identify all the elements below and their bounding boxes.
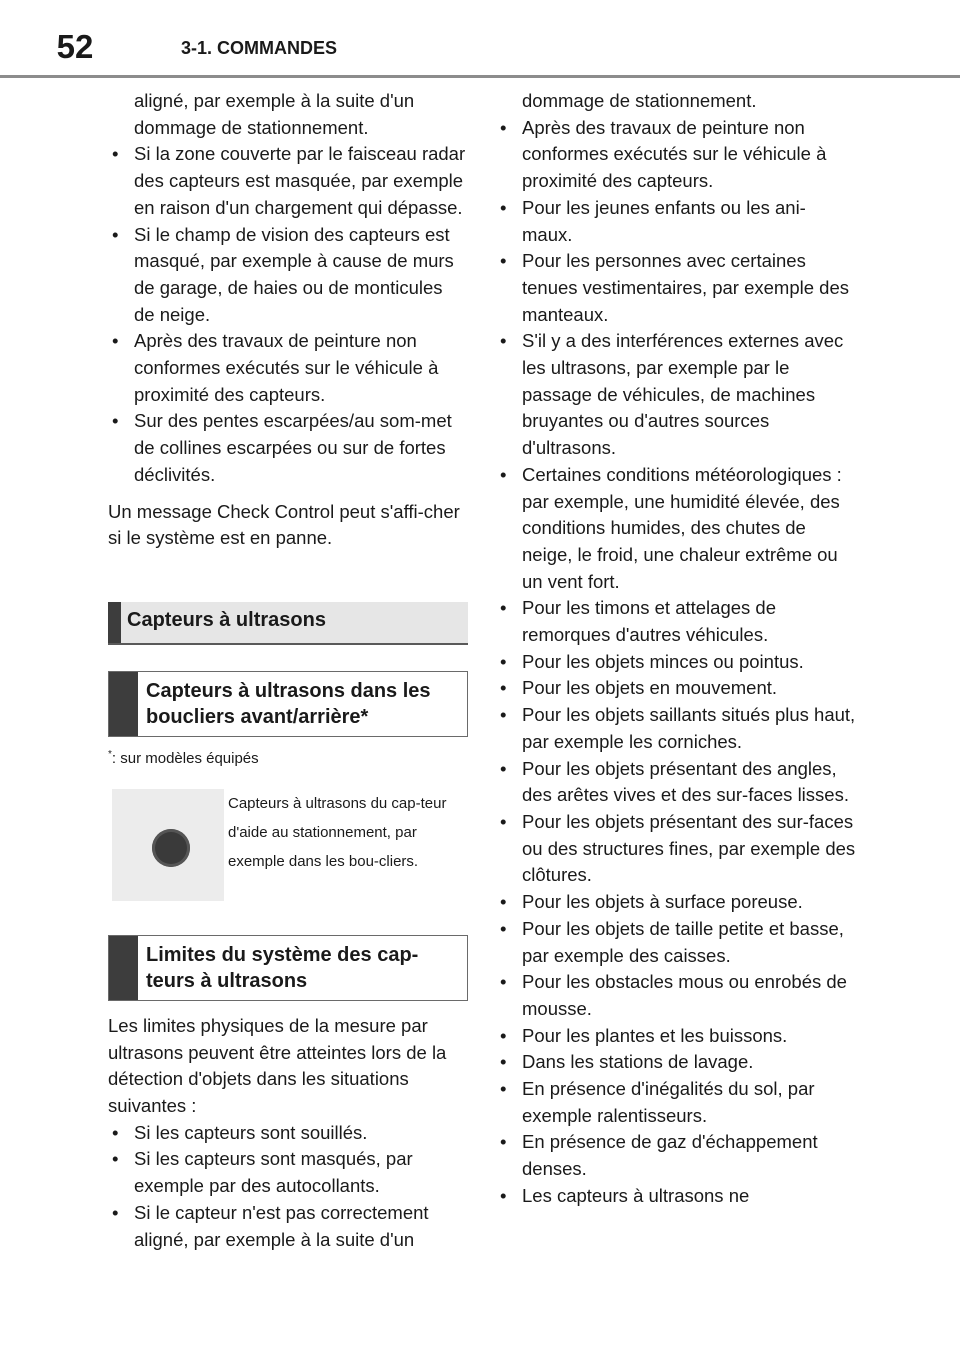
subsection-heading-text: Limites du système des cap-teurs à ultrasons	[146, 943, 419, 992]
list-item: • Certaines conditions météorologiques : par exemple, une humidité élevée, des conditions humides, des chutes de neige, le froid, une chaleur extrême ou un vent fort.	[496, 462, 856, 596]
subhead-marker	[109, 672, 138, 736]
left-column	[108, 88, 468, 1253]
subsection-heading-text: Capteurs à ultrasons dans les boucliers avant/arrière*	[146, 679, 431, 728]
bullet-list	[108, 141, 468, 488]
page-header	[0, 0, 960, 80]
section-band	[108, 602, 468, 645]
list-item: • Si les capteurs sont souillés.	[108, 1120, 468, 1147]
bullet-list	[496, 115, 856, 1210]
footnote-text: : sur modèles équipés	[111, 749, 259, 767]
right-column	[496, 88, 856, 1210]
list-item: • Pour les plantes et les buissons.	[496, 1023, 856, 1050]
list-item: • Pour les timons et attelages de remorques d'autres véhicules.	[496, 595, 856, 648]
paragraph: Un message Check Control peut s'affi-cher si le système est en panne.	[108, 500, 460, 549]
continued-text-line: aligné, par exemple à la suite d'un	[134, 90, 415, 111]
list-item: • Pour les personnes avec certaines tenues vestimentaires, par exemple des manteaux.	[496, 248, 856, 328]
list-item: • Après des travaux de peinture non conformes exécutés sur le véhicule à proximité des capteurs.	[108, 328, 468, 408]
list-item: • Pour les jeunes enfants ou les ani-maux.	[496, 195, 856, 248]
list-item: • Pour les objets saillants situés plus haut, par exemple les corniches.	[496, 702, 856, 755]
list-item: • En présence d'inégalités du sol, par exemple ralentisseurs.	[496, 1076, 856, 1129]
subsection-heading	[108, 935, 468, 1001]
bullet-list	[108, 1120, 468, 1254]
footnote	[108, 749, 468, 767]
list-item: • Après des travaux de peinture non conformes exécutés sur le véhicule à proximité des capteurs.	[496, 115, 856, 195]
list-item: • Si le capteur n'est pas correctement aligné, par exemple à la suite d'un	[108, 1200, 468, 1253]
section-title: 3-1. COMMANDES	[181, 38, 338, 58]
list-item: • Pour les objets présentant des angles, des arêtes vives et des sur-faces lisses.	[496, 756, 856, 809]
footnote-mark: *	[108, 748, 112, 760]
list-item: • Dans les stations de lavage.	[496, 1049, 856, 1076]
list-item: • Si la zone couverte par le faisceau radar des capteurs est masquée, par exemple en raison d'un chargement qui dépasse.	[108, 141, 468, 221]
band-marker	[108, 602, 121, 643]
list-item: • Pour les objets en mouvement.	[496, 675, 856, 702]
figure-caption: Capteurs à ultrasons du cap-teur d'aide au stationnement, par exemple dans les bou-cliers.	[228, 794, 447, 870]
list-item: • Pour les objets de taille petite et basse, par exemple des caisses.	[496, 916, 856, 969]
continued-text-line: dommage de stationnement.	[134, 116, 369, 138]
subhead-marker	[109, 936, 138, 1000]
subsection-heading	[108, 671, 468, 737]
header-divider	[0, 75, 960, 78]
section-band-title: Capteurs à ultrasons	[127, 608, 326, 631]
continued-text-line: dommage de stationnement.	[522, 90, 757, 111]
list-item: • Pour les obstacles mous ou enrobés de mousse.	[496, 969, 856, 1022]
list-item: • Sur des pentes escarpées/au som-met de collines escarpées ou sur de fortes déclivités.	[108, 408, 468, 488]
list-item: • Si les capteurs sont masqués, par exemple par des autocollants.	[108, 1146, 468, 1199]
paragraph: Les limites physiques de la mesure par ultrasons peuvent être atteintes lors de la détection d'objets dans les situations suivantes :	[108, 1014, 447, 1117]
list-item: • Les capteurs à ultrasons ne	[496, 1183, 856, 1210]
list-item: • Pour les objets présentant des sur-faces ou des structures fines, par exemple des clôtures.	[496, 809, 856, 889]
list-item: • S'il y a des interférences externes avec les ultrasons, par exemple par le passage de véhicules, de machines bruyantes ou d'autres sources d'ultrasons.	[496, 328, 856, 462]
figure-block	[108, 789, 468, 907]
ultrasonic-sensor-icon	[152, 829, 190, 867]
page-number: 52	[56, 28, 94, 65]
list-item: • Pour les objets minces ou pointus.	[496, 649, 856, 676]
sensor-image	[112, 789, 224, 901]
list-item: • Pour les objets à surface poreuse.	[496, 889, 856, 916]
list-item: • En présence de gaz d'échappement denses.	[496, 1129, 856, 1182]
list-item: • Si le champ de vision des capteurs est masqué, par exemple à cause de murs de garage, de haies ou de monticules de neige.	[108, 222, 468, 329]
